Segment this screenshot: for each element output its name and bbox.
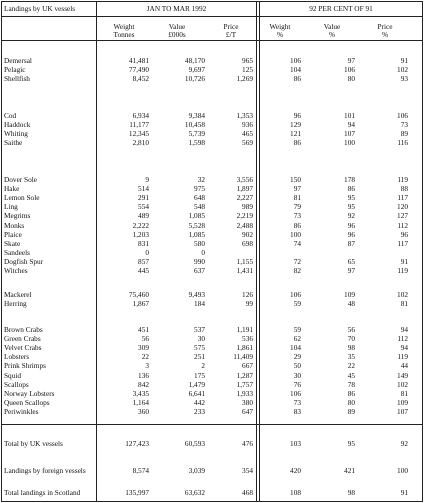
row-label: Dogfish Spur — [4, 256, 44, 266]
row-value: 445 — [138, 266, 149, 275]
row-value: 1,757 — [236, 379, 253, 389]
row-value: 11,177 — [129, 120, 149, 130]
row-value: 3,435 — [132, 388, 149, 398]
row-value: 136 — [138, 370, 149, 380]
row-value: 95 — [347, 193, 355, 203]
row-value: 569 — [242, 138, 253, 148]
row-value: 79 — [293, 202, 301, 212]
row-value: 98 — [347, 343, 355, 353]
row-value: 119 — [397, 352, 408, 362]
row-value: 29 — [293, 352, 301, 362]
table-row — [0, 130, 424, 139]
row-value: 1,191 — [236, 325, 253, 334]
row-value: 109 — [397, 397, 408, 407]
table-row — [0, 203, 424, 212]
row-value: 1,085 — [188, 229, 205, 239]
totals-value: 91 — [400, 488, 408, 497]
row-value: 2,219 — [236, 211, 253, 221]
column-header-2-line1: Value — [168, 22, 186, 31]
row-value: 116 — [397, 138, 408, 148]
row-value: 106 — [290, 388, 301, 398]
row-value: 86 — [347, 388, 355, 398]
row-value: 78 — [347, 379, 355, 389]
row-value: 1,085 — [188, 211, 205, 221]
row-value: 81 — [400, 388, 408, 398]
row-value: 380 — [242, 397, 253, 407]
row-value: 30 — [197, 334, 205, 344]
row-value: 10,726 — [184, 74, 205, 84]
row-value: 291 — [138, 193, 149, 203]
row-value: 150 — [290, 175, 301, 184]
row-value: 91 — [400, 256, 408, 266]
row-label: Queen Scallops — [4, 397, 50, 407]
row-value: 5,528 — [188, 220, 205, 230]
totals-value: 135,997 — [125, 488, 149, 497]
row-value: 126 — [242, 290, 253, 299]
totals-value: 108 — [290, 488, 301, 497]
totals-value: 420 — [290, 466, 301, 475]
row-label: Velvet Crabs — [4, 343, 42, 353]
column-header-5-line2: % — [328, 30, 336, 39]
row-value: 1,269 — [236, 74, 253, 84]
period-heading: JAN TO MAR 1992 — [146, 4, 207, 13]
row-label: Lobsters — [4, 352, 30, 362]
row-label: Monks — [4, 220, 25, 230]
row-value: 936 — [242, 120, 253, 130]
row-value: 514 — [138, 184, 149, 194]
row-value: 965 — [242, 56, 253, 65]
row-value: 83 — [293, 406, 301, 416]
row-label: Prink Shrimps — [4, 361, 46, 371]
row-label: Lemon Sole — [4, 193, 40, 203]
row-value: 48 — [347, 299, 355, 309]
table-row — [0, 353, 424, 362]
totals-row — [0, 489, 424, 498]
row-value: 107 — [344, 129, 355, 139]
row-value: 95 — [347, 202, 355, 212]
table-row — [0, 176, 424, 185]
totals-value: 8,574 — [132, 466, 149, 475]
totals-row — [0, 467, 424, 476]
table-row — [0, 381, 424, 390]
row-label: Ling — [4, 202, 18, 212]
row-value: 74 — [293, 238, 301, 248]
row-value: 1,897 — [236, 184, 253, 194]
row-value: 112 — [397, 334, 408, 344]
row-value: 97 — [347, 266, 355, 275]
row-value: 575 — [194, 343, 205, 353]
table-row — [0, 185, 424, 194]
column-header-2-line2: £000s — [168, 30, 186, 39]
table-top-border — [1, 1, 423, 2]
row-value: 107 — [397, 406, 408, 416]
row-value: 451 — [138, 325, 149, 334]
row-value: 106 — [290, 290, 301, 299]
row-value: 1,867 — [132, 299, 149, 309]
totals-label: Total landings in Scotland — [4, 488, 81, 497]
totals-value: 103 — [290, 439, 301, 448]
table-row — [0, 240, 424, 249]
row-label: Mackerel — [4, 290, 32, 299]
row-value: 80 — [347, 397, 355, 407]
row-value: 1,933 — [236, 388, 253, 398]
table-row — [0, 121, 424, 130]
row-value: 104 — [290, 65, 301, 75]
row-value: 70 — [347, 334, 355, 344]
column-header-3-line1: Price — [223, 22, 239, 31]
row-value: 119 — [397, 266, 408, 275]
row-value: 44 — [400, 361, 408, 371]
row-label: Shellfish — [4, 74, 30, 84]
row-value: 48,170 — [184, 56, 205, 65]
table-row — [0, 57, 424, 66]
row-value: 3,556 — [236, 175, 253, 184]
row-value: 1,598 — [188, 138, 205, 148]
row-value: 75,460 — [128, 290, 149, 299]
table-row — [0, 335, 424, 344]
totals-value: 60,593 — [184, 439, 205, 448]
table-row — [0, 300, 424, 309]
row-value: 9,697 — [188, 65, 205, 75]
row-value: 127 — [397, 211, 408, 221]
row-value: 902 — [242, 229, 253, 239]
row-value: 637 — [194, 266, 205, 275]
row-value: 667 — [242, 361, 253, 371]
row-value: 100 — [290, 229, 301, 239]
row-value: 96 — [293, 111, 301, 120]
totals-value: 354 — [242, 466, 253, 475]
row-value: 2,227 — [236, 193, 253, 203]
row-value: 73 — [293, 397, 301, 407]
table-row — [0, 212, 424, 221]
totals-label: Landings by foreign vessels — [4, 466, 86, 475]
row-value: 554 — [138, 202, 149, 212]
row-value: 9 — [145, 175, 149, 184]
row-value: 0 — [201, 247, 205, 257]
column-header-1-line1: Weight — [113, 22, 135, 31]
row-value: 101 — [344, 111, 355, 120]
row-value: 698 — [242, 238, 253, 248]
row-value: 309 — [138, 343, 149, 353]
row-label: Haddock — [4, 120, 31, 130]
row-value: 87 — [347, 238, 355, 248]
table-row — [0, 194, 424, 203]
row-value: 0 — [145, 247, 149, 257]
row-value: 117 — [397, 193, 408, 203]
table-row — [0, 139, 424, 148]
row-value: 99 — [245, 299, 253, 309]
row-value: 89 — [347, 406, 355, 416]
row-value: 537 — [194, 325, 205, 334]
row-value: 648 — [194, 193, 205, 203]
row-value: 442 — [194, 397, 205, 407]
table-row — [0, 291, 424, 300]
row-value: 94 — [400, 343, 408, 353]
row-value: 12,345 — [128, 129, 149, 139]
row-value: 536 — [242, 334, 253, 344]
row-value: 96 — [347, 229, 355, 239]
row-value: 489 — [138, 211, 149, 221]
totals-row — [0, 440, 424, 449]
table-row — [0, 249, 424, 258]
totals-value: 476 — [242, 439, 253, 448]
totals-value: 468 — [242, 488, 253, 497]
row-value: 120 — [397, 202, 408, 212]
row-value: 251 — [194, 352, 205, 362]
row-value: 117 — [397, 238, 408, 248]
row-value: 50 — [293, 361, 301, 371]
row-header-label: Landings by UK vessels — [4, 4, 76, 13]
table-row — [0, 408, 424, 417]
row-label: Demersal — [4, 56, 32, 65]
row-label: Dover Sole — [4, 175, 38, 184]
row-label: Megrims — [4, 211, 31, 221]
column-header-4-line1: Weight — [269, 22, 291, 31]
row-value: 121 — [290, 129, 301, 139]
row-value: 2 — [201, 361, 205, 371]
totals-value: 127,423 — [125, 439, 149, 448]
row-label: Squid — [4, 370, 22, 380]
row-value: 97 — [347, 56, 355, 65]
row-value: 102 — [397, 65, 408, 75]
row-label: Periwinkles — [4, 406, 39, 416]
row-value: 76 — [293, 379, 301, 389]
row-label: Plaice — [4, 229, 22, 239]
row-value: 184 — [194, 299, 205, 309]
row-value: 104 — [290, 343, 301, 353]
row-value: 41,481 — [128, 56, 149, 65]
row-value: 89 — [400, 129, 408, 139]
row-value: 22 — [141, 352, 149, 362]
row-label: Norway Lobsters — [4, 388, 55, 398]
row-label: Cod — [4, 111, 17, 120]
row-value: 1,861 — [236, 343, 253, 353]
row-value: 93 — [400, 74, 408, 84]
row-value: 1,431 — [236, 266, 253, 275]
table-row — [0, 75, 424, 84]
row-value: 106 — [397, 111, 408, 120]
row-value: 548 — [194, 202, 205, 212]
totals-value: 95 — [347, 439, 355, 448]
row-value: 94 — [400, 325, 408, 334]
totals-value: 100 — [397, 466, 408, 475]
row-label: Sandeels — [4, 247, 30, 257]
row-value: 831 — [138, 238, 149, 248]
row-value: 842 — [138, 379, 149, 389]
row-value: 1,203 — [132, 229, 149, 239]
row-value: 5,739 — [188, 129, 205, 139]
row-value: 86 — [293, 220, 301, 230]
row-value: 1,353 — [236, 111, 253, 120]
column-header-3-line2: £/T — [225, 30, 237, 39]
row-value: 65 — [347, 256, 355, 266]
row-label: Witches — [4, 266, 28, 275]
row-value: 77,490 — [128, 65, 149, 75]
row-value: 6,934 — [132, 111, 149, 120]
row-value: 125 — [242, 65, 253, 75]
row-value: 86 — [293, 74, 301, 84]
row-value: 96 — [347, 220, 355, 230]
row-value: 149 — [397, 370, 408, 380]
row-label: Green Crabs — [4, 334, 41, 344]
row-value: 178 — [344, 175, 355, 184]
table-row — [0, 344, 424, 353]
row-value: 11,409 — [233, 352, 253, 362]
row-value: 22 — [347, 361, 355, 371]
row-label: Pelagic — [4, 65, 26, 75]
table-row — [0, 372, 424, 381]
row-value: 1,479 — [188, 379, 205, 389]
row-value: 3 — [145, 361, 149, 371]
row-value: 2,488 — [236, 220, 253, 230]
table-row — [0, 66, 424, 75]
row-value: 112 — [397, 220, 408, 230]
row-value: 1,287 — [236, 370, 253, 380]
row-label: Saithe — [4, 138, 23, 148]
row-value: 647 — [242, 406, 253, 416]
row-value: 2,810 — [132, 138, 149, 148]
row-label: Skate — [4, 238, 21, 248]
row-value: 32 — [197, 175, 205, 184]
row-value: 233 — [194, 406, 205, 416]
row-value: 9,384 — [188, 111, 205, 120]
row-value: 59 — [293, 325, 301, 334]
row-value: 175 — [194, 370, 205, 380]
row-value: 91 — [400, 56, 408, 65]
row-label: Scallops — [4, 379, 29, 389]
row-value: 56 — [347, 325, 355, 334]
row-value: 96 — [400, 229, 408, 239]
row-value: 360 — [138, 406, 149, 416]
column-header-5-line1: Value — [323, 22, 341, 31]
column-header-rule — [1, 40, 423, 41]
column-header-6-line1: Price — [377, 22, 393, 31]
table-row — [0, 326, 424, 335]
column-header-6-line2: % — [381, 30, 389, 39]
row-value: 81 — [293, 193, 301, 203]
row-value: 59 — [293, 299, 301, 309]
row-value: 1,164 — [132, 397, 149, 407]
row-value: 129 — [290, 120, 301, 130]
row-value: 102 — [397, 379, 408, 389]
row-value: 94 — [347, 120, 355, 130]
totals-value: 98 — [347, 488, 355, 497]
row-value: 86 — [293, 138, 301, 148]
totals-rule — [1, 424, 423, 425]
table-row — [0, 362, 424, 371]
row-value: 8,452 — [132, 74, 149, 84]
totals-value: 92 — [400, 439, 408, 448]
row-value: 56 — [141, 334, 149, 344]
table-row — [0, 390, 424, 399]
row-value: 6,641 — [188, 388, 205, 398]
row-value: 62 — [293, 334, 301, 344]
row-value: 73 — [293, 211, 301, 221]
row-label: Whiting — [4, 129, 28, 139]
row-value: 88 — [400, 184, 408, 194]
row-value: 580 — [194, 238, 205, 248]
row-value: 9,493 — [188, 290, 205, 299]
header-rule — [1, 16, 423, 17]
row-value: 109 — [344, 290, 355, 299]
column-header-4-line2: % — [276, 30, 284, 39]
table-row — [0, 267, 424, 276]
table-row — [0, 222, 424, 231]
table-row — [0, 258, 424, 267]
row-value: 72 — [293, 256, 301, 266]
row-value: 119 — [397, 175, 408, 184]
totals-value: 63,632 — [184, 488, 205, 497]
row-value: 100 — [344, 138, 355, 148]
row-value: 10,458 — [184, 120, 205, 130]
column-header-1-line2: Tonnes — [113, 30, 135, 39]
row-value: 80 — [347, 74, 355, 84]
totals-label: Total by UK vessels — [4, 439, 63, 448]
row-value: 92 — [347, 211, 355, 221]
row-value: 106 — [344, 65, 355, 75]
row-value: 73 — [400, 120, 408, 130]
row-value: 975 — [194, 184, 205, 194]
row-value: 465 — [242, 129, 253, 139]
comparison-heading: 92 PER CENT OF 91 — [309, 4, 373, 13]
row-value: 81 — [400, 299, 408, 309]
table-row — [0, 231, 424, 240]
row-value: 30 — [293, 370, 301, 380]
table-bottom-border — [1, 501, 423, 502]
row-value: 106 — [290, 56, 301, 65]
row-label: Herring — [4, 299, 27, 309]
row-value: 989 — [242, 202, 253, 212]
row-value: 82 — [293, 266, 301, 275]
table-row — [0, 112, 424, 121]
row-value: 97 — [293, 184, 301, 194]
row-value: 1,155 — [236, 256, 253, 266]
row-label: Hake — [4, 184, 20, 194]
table-row — [0, 399, 424, 408]
row-value: 35 — [347, 352, 355, 362]
row-value: 45 — [347, 370, 355, 380]
row-value: 86 — [347, 184, 355, 194]
totals-value: 421 — [344, 466, 355, 475]
row-value: 857 — [138, 256, 149, 266]
row-label: Brown Crabs — [4, 325, 43, 334]
totals-value: 3,039 — [188, 466, 205, 475]
row-value: 990 — [194, 256, 205, 266]
row-value: 2,222 — [132, 220, 149, 230]
row-value: 102 — [397, 290, 408, 299]
